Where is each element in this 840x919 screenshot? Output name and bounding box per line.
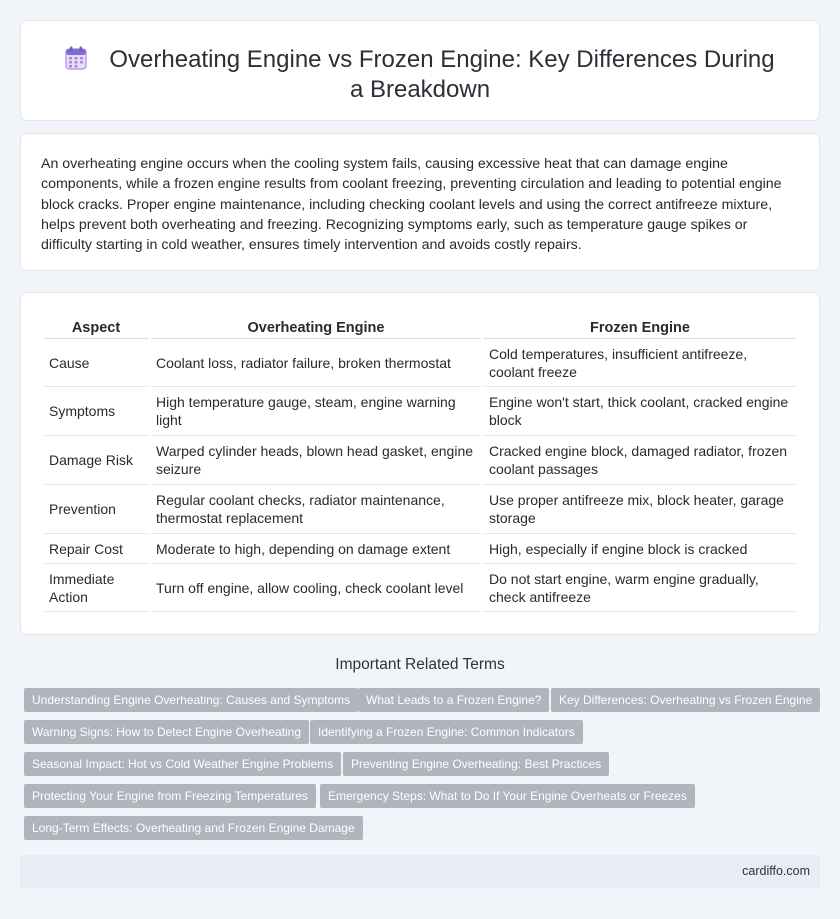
related-term-tag[interactable]: Key Differences: Overheating vs Frozen Engine [551, 688, 820, 712]
table-row [44, 534, 796, 564]
column-header-overheating: Overheating Engine [151, 314, 481, 339]
related-term-tag[interactable]: Long-Term Effects: Overheating and Frozen Engine Damage [24, 816, 363, 840]
table-cell-frozen: Cracked engine block, damaged radiator, frozen coolant passages [484, 436, 796, 485]
related-term-tag[interactable]: What Leads to a Frozen Engine? [358, 688, 549, 712]
table-row [44, 436, 796, 485]
column-header-frozen: Frozen Engine [484, 314, 796, 339]
intro-paragraph: An overheating engine occurs when the cooling system fails, causing excessive heat that can damage engine components, while a frozen engine results from coolant freezing, preventing circulation and leading to potential engine block cracks. Proper engine maintenance, including checking coolant levels and using the correct antifreeze mixture, helps prevent both overheating and freezing. Recognizing symptoms early, such as temperature gauge spikes or difficulty starting in cold weather, ensures timely intervention and avoids costly repairs. [41, 156, 782, 254]
table-cell-aspect: Damage Risk [44, 436, 148, 485]
table-header-row [44, 314, 796, 339]
table-cell-aspect: Cause [44, 339, 148, 387]
table-cell-aspect: Symptoms [44, 387, 148, 436]
related-term-tag[interactable]: Identifying a Frozen Engine: Common Indicators [310, 720, 583, 744]
table-cell-frozen: High, especially if engine block is cracked [484, 534, 796, 564]
related-terms-title: Important Related Terms [335, 656, 505, 673]
table-cell-overheating: Coolant loss, radiator failure, broken thermostat [151, 339, 481, 387]
table-row [44, 564, 796, 612]
intro-card [20, 133, 820, 271]
comparison-table-card [20, 292, 820, 635]
table-cell-aspect: Prevention [44, 485, 148, 534]
table-cell-frozen: Cold temperatures, insufficient antifreeze, coolant freeze [484, 339, 796, 387]
comparison-table [41, 314, 799, 612]
footer-site-link[interactable]: cardiffo.com [742, 864, 810, 878]
footer-bar [20, 855, 820, 888]
table-cell-frozen: Use proper antifreeze mix, block heater, garage storage [484, 485, 796, 534]
column-header-aspect: Aspect [44, 314, 148, 339]
calendar-icon [65, 46, 87, 70]
table-cell-overheating: Turn off engine, allow cooling, check coolant level [151, 564, 481, 612]
related-term-tag[interactable]: Seasonal Impact: Hot vs Cold Weather Engine Problems [24, 752, 341, 776]
related-term-tag[interactable]: Understanding Engine Overheating: Causes and Symptoms [24, 688, 358, 712]
related-term-tag[interactable]: Warning Signs: How to Detect Engine Overheating [24, 720, 309, 744]
table-cell-overheating: Moderate to high, depending on damage extent [151, 534, 481, 564]
table-cell-overheating: High temperature gauge, steam, engine warning light [151, 387, 481, 436]
related-term-tag[interactable]: Preventing Engine Overheating: Best Practices [343, 752, 609, 776]
table-cell-frozen: Engine won't start, thick coolant, cracked engine block [484, 387, 796, 436]
table-cell-aspect: Repair Cost [44, 534, 148, 564]
related-term-tag[interactable]: Protecting Your Engine from Freezing Temperatures [24, 784, 316, 808]
header-card [20, 20, 820, 121]
table-cell-aspect: Immediate Action [44, 564, 148, 612]
table-row [44, 339, 796, 387]
table-row [44, 485, 796, 534]
page-title: Overheating Engine vs Frozen Engine: Key Differences During a Breakdown [109, 46, 775, 103]
table-cell-overheating: Warped cylinder heads, blown head gasket, engine seizure [151, 436, 481, 485]
table-cell-overheating: Regular coolant checks, radiator maintenance, thermostat replacement [151, 485, 481, 534]
related-term-tag[interactable]: Emergency Steps: What to Do If Your Engine Overheats or Freezes [320, 784, 695, 808]
table-cell-frozen: Do not start engine, warm engine gradually, check antifreeze [484, 564, 796, 612]
table-row [44, 387, 796, 436]
page-title-wrap [61, 45, 779, 105]
